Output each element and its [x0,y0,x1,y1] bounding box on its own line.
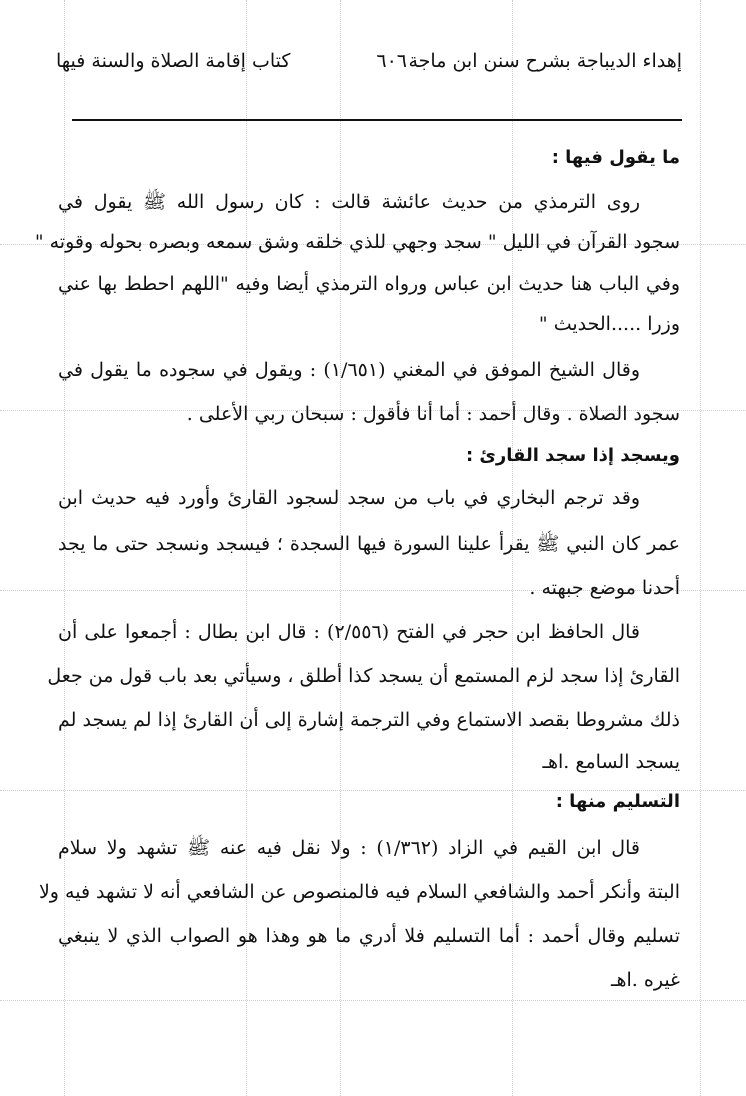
running-header [56,50,682,84]
grid-line [700,0,701,1096]
text-line: قال الحافظ ابن حجر في الفتح (٢/٥٥٦) : قال ابن بطال : أجمعوا على أن [58,621,641,643]
text-line: قال ابن القيم في الزاد (١/٣٦٢) : ولا نقل فيه عنه ﷺ تشهد ولا سلام [58,837,640,859]
text-line: البتة وأنكر أحمد والشافعي السلام فيه فالمنصوص عن الشافعي أنه لا تشهد فيه ولا [38,881,680,903]
text-line: روى الترمذي من حديث عائشة قالت : كان رسول الله ﷺ يقول في [58,191,640,213]
section-heading: ويسجد إذا سجد القارئ : [465,445,680,466]
text-line: غيره .اهـ [610,969,680,991]
text-line: وقد ترجم البخاري في باب من سجد لسجود القارئ وأورد فيه حديث ابن [58,487,640,509]
grid-line [0,1000,746,1001]
book-title: إهداء الديباجة بشرح سنن ابن ماجة [408,50,682,72]
text-line: وقال الشيخ الموفق في المغني (١/٦٥١) : ويقول في سجوده ما يقول في [58,359,640,381]
text-line: سجود الصلاة . وقال أحمد : أما أنا فأقول : سبحان ربي الأعلى . [186,403,680,425]
section-heading: التسليم منها : [555,791,680,812]
text-line: سجود القرآن في الليل " سجد وجهي للذي خلقه وشق سمعه وبصره بحوله وقوته " [34,231,680,253]
header-rule [72,119,682,121]
text-line: تسليم وقال أحمد : أما التسليم فلا أدري ما هو وهذا هو الصواب الذي لا ينبغي [58,925,681,947]
section-heading: ما يقول فيها : [551,147,680,168]
text-line: عمر كان النبي ﷺ يقرأ علينا السورة فيها السجدة ؛ فيسجد ونسجد حتى ما يجد [58,533,680,555]
text-line: يسجد السامع .اهـ [542,751,680,773]
text-line: ذلك مشروطا بقصد الاستماع وفي الترجمة إشارة إلى أن القارئ إذا لم يسجد لم [58,709,680,731]
text-line: وزرا .....الحديث " [538,313,680,335]
text-line: وفي الباب هنا حديث ابن عباس ورواه الترمذي أيضا وفيه "اللهم احطط بها عني [58,273,680,295]
text-line: القارئ إذا سجد لزم المستمع أن يسجد كذا أطلق ، وسيأتي بعد باب قول من جعل [47,665,680,687]
page-number: ٦٠٦ [376,50,407,72]
chapter-title: كتاب إقامة الصلاة والسنة فيها [56,50,291,72]
text-line: أحدنا موضع جبهته . [529,577,680,599]
